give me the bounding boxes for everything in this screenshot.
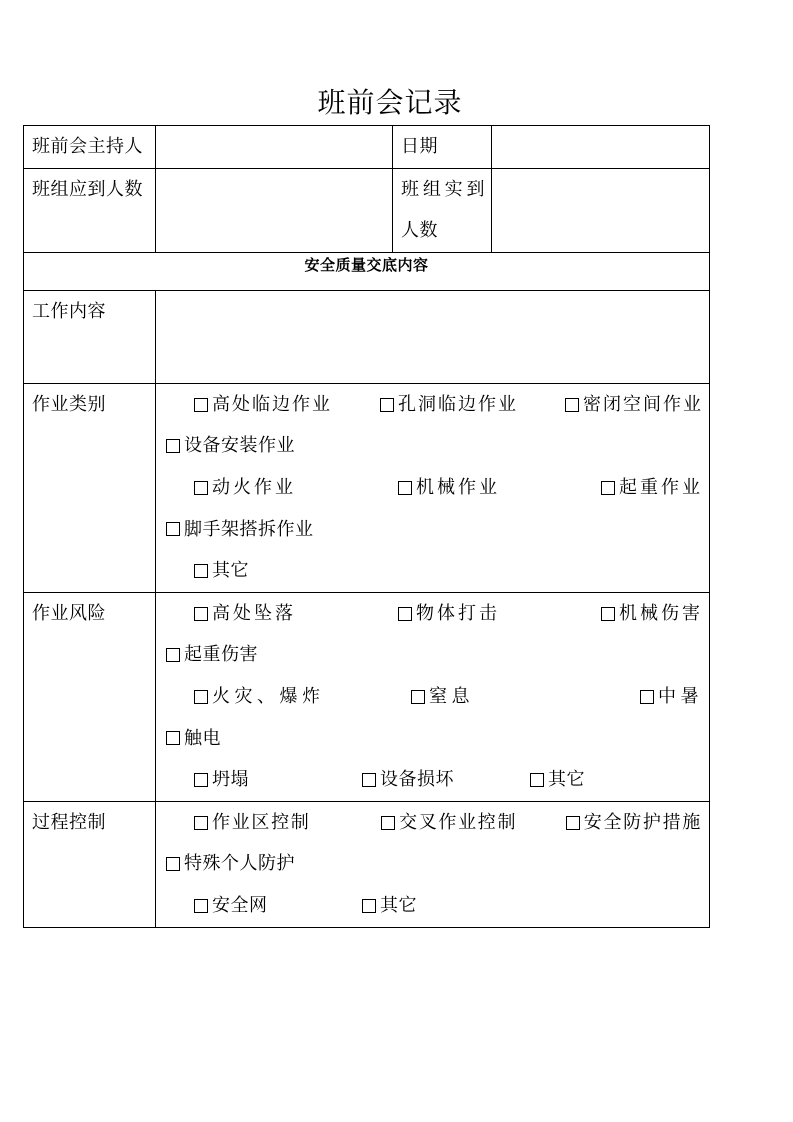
option-special-personal-protection[interactable]	[165, 843, 295, 885]
checkbox[interactable]	[640, 690, 654, 704]
process-control-row	[24, 801, 710, 927]
option-work-risk-other[interactable]	[529, 759, 585, 801]
option-collapse[interactable]	[193, 759, 361, 801]
option-label: 密闭空间作业	[583, 393, 703, 415]
option-mechanical-injury[interactable]	[600, 593, 703, 635]
host-label: 班前会主持人	[24, 126, 156, 169]
checkbox[interactable]	[166, 439, 180, 453]
option-label: 中暑	[658, 685, 703, 707]
work-content-label: 工作内容	[24, 290, 156, 383]
option-line	[165, 550, 702, 592]
pre-shift-meeting-form	[23, 125, 710, 928]
option-line	[165, 593, 702, 635]
work-category-label: 作业类别	[24, 383, 156, 592]
page-title: 班前会记录	[317, 86, 463, 119]
option-label: 机械作业	[416, 476, 500, 498]
option-label: 其它	[212, 560, 249, 582]
option-work-category-other[interactable]	[193, 550, 249, 592]
option-line	[165, 634, 702, 676]
option-line	[165, 885, 702, 927]
option-label: 物体打击	[416, 602, 500, 624]
option-label: 设备损坏	[380, 769, 454, 791]
checkbox[interactable]	[601, 607, 615, 621]
option-line	[165, 509, 702, 551]
work-risk-row	[24, 592, 710, 801]
option-label: 脚手架搭拆作业	[184, 518, 314, 540]
option-lifting-injury[interactable]	[165, 634, 258, 676]
option-electric-shock[interactable]	[165, 718, 221, 760]
option-label: 动火作业	[212, 476, 296, 498]
work-category-row	[24, 383, 710, 592]
option-label: 设备安装作业	[184, 435, 295, 457]
option-label: 安全防护措施	[583, 811, 702, 833]
checkbox[interactable]	[194, 564, 208, 578]
option-label: 作业区控制	[212, 811, 311, 833]
checkbox[interactable]	[398, 481, 412, 495]
option-machinery-work[interactable]	[397, 467, 600, 509]
option-line	[165, 425, 702, 467]
option-line	[165, 843, 702, 885]
host-field[interactable]	[156, 126, 393, 169]
option-label: 其它	[380, 894, 417, 916]
option-label: 特殊个人防护	[184, 853, 295, 875]
option-fire-explosion[interactable]	[193, 676, 410, 718]
checkbox[interactable]	[530, 773, 544, 787]
option-safety-protection-measures[interactable]	[565, 802, 702, 844]
process-control-options	[156, 801, 710, 927]
option-label: 交叉作业控制	[399, 811, 518, 833]
option-work-zone-control[interactable]	[193, 802, 380, 844]
checkbox[interactable]	[194, 481, 208, 495]
option-label: 火灾、爆炸	[212, 685, 325, 707]
option-line	[165, 467, 702, 509]
option-line	[165, 676, 702, 718]
checkbox[interactable]	[194, 607, 208, 621]
option-cross-operation-control[interactable]	[380, 802, 564, 844]
work-content-field[interactable]	[156, 290, 710, 383]
host-date-row	[24, 126, 710, 169]
checkbox[interactable]	[381, 816, 395, 830]
option-line	[165, 384, 702, 426]
checkbox[interactable]	[411, 690, 425, 704]
option-label: 机械伤害	[619, 602, 703, 624]
checkbox[interactable]	[362, 773, 376, 787]
work-content-row	[24, 290, 710, 383]
attendance-row	[24, 168, 710, 252]
option-confined-space-work[interactable]	[564, 384, 703, 426]
checkbox[interactable]	[601, 481, 615, 495]
option-label: 高处临边作业	[212, 393, 332, 415]
checkbox[interactable]	[194, 773, 208, 787]
checkbox[interactable]	[398, 607, 412, 621]
work-category-options	[156, 383, 710, 592]
option-line	[165, 759, 702, 801]
option-label: 触电	[184, 727, 221, 749]
option-label: 起重伤害	[184, 644, 258, 666]
checkbox[interactable]	[380, 398, 394, 412]
option-lifting-work[interactable]	[600, 467, 703, 509]
briefing-heading-row	[24, 252, 710, 290]
briefing-heading: 安全质量交底内容	[24, 252, 710, 290]
checkbox[interactable]	[194, 899, 208, 913]
option-fall-from-height[interactable]	[193, 593, 397, 635]
process-control-label: 过程控制	[24, 801, 156, 927]
work-risk-label: 作业风险	[24, 592, 156, 801]
option-line	[165, 802, 702, 844]
date-label: 日期	[393, 126, 492, 169]
option-safety-net[interactable]	[193, 885, 361, 927]
expected-attendance-field[interactable]	[156, 168, 393, 252]
expected-attendance-label: 班组应到人数	[24, 168, 156, 252]
option-hot-work[interactable]	[193, 467, 397, 509]
option-label: 孔洞临边作业	[398, 393, 518, 415]
checkbox[interactable]	[166, 648, 180, 662]
option-opening-edge-work[interactable]	[379, 384, 564, 426]
checkbox[interactable]	[362, 899, 376, 913]
option-heatstroke[interactable]	[639, 676, 703, 718]
checkbox[interactable]	[166, 731, 180, 745]
option-label: 窒息	[429, 685, 474, 707]
option-work-at-height-edge[interactable]	[193, 384, 379, 426]
actual-attendance-label: 班组实到人数	[393, 168, 492, 252]
checkbox[interactable]	[166, 857, 180, 871]
option-scaffold-erection-dismantling[interactable]	[165, 509, 314, 551]
checkbox[interactable]	[194, 398, 208, 412]
option-line	[165, 718, 702, 760]
option-equipment-damage[interactable]	[361, 759, 529, 801]
option-equipment-installation[interactable]	[165, 425, 295, 467]
checkbox[interactable]	[194, 690, 208, 704]
option-label: 其它	[548, 769, 585, 791]
checkbox[interactable]	[166, 522, 180, 536]
option-struck-by-object[interactable]	[397, 593, 600, 635]
date-field[interactable]	[492, 126, 710, 169]
checkbox[interactable]	[566, 816, 580, 830]
checkbox[interactable]	[565, 398, 579, 412]
option-label: 坍塌	[212, 769, 249, 791]
option-label: 高处坠落	[212, 602, 296, 624]
actual-attendance-field[interactable]	[492, 168, 710, 252]
option-asphyxiation[interactable]	[410, 676, 639, 718]
work-risk-options	[156, 592, 710, 801]
option-process-control-other[interactable]	[361, 885, 417, 927]
option-label: 安全网	[212, 894, 268, 916]
checkbox[interactable]	[194, 816, 208, 830]
option-label: 起重作业	[619, 476, 703, 498]
